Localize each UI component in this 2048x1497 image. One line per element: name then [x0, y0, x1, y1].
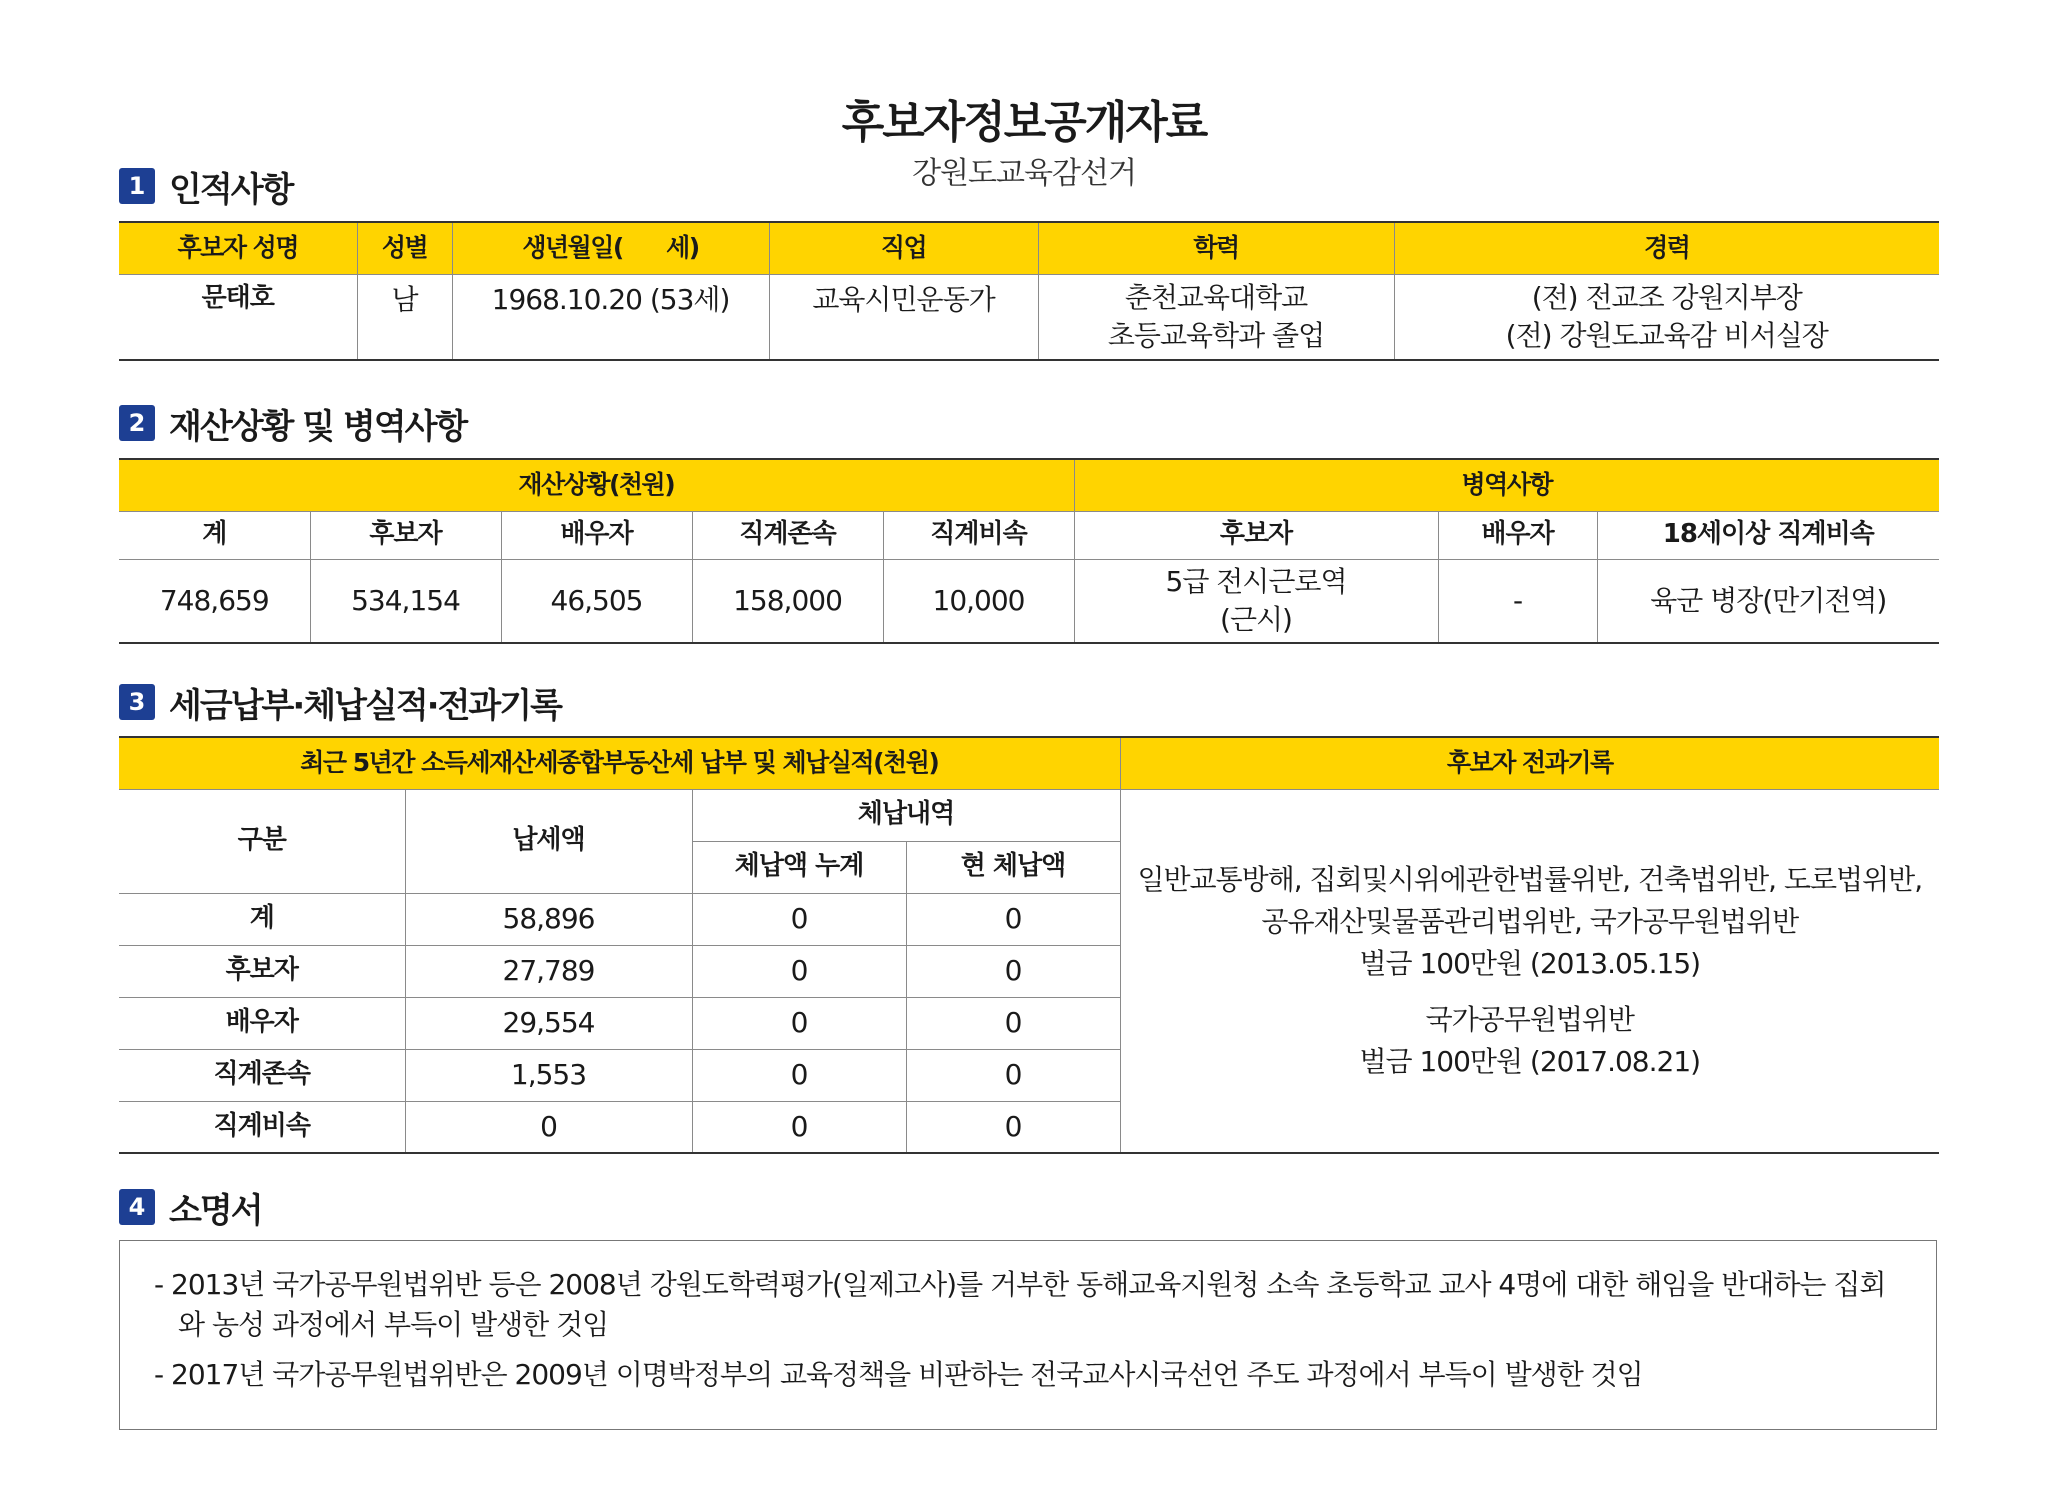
row-arrears-current: 0	[906, 945, 1120, 997]
header-career: 경력	[1394, 222, 1939, 274]
header-name: 후보자 성명	[119, 222, 357, 274]
subheader-spouse: 배우자	[501, 511, 692, 559]
row-arrears-current: 0	[906, 1049, 1120, 1101]
subheader-military-spouse: 배우자	[1438, 511, 1597, 559]
section-1-heading	[119, 166, 293, 210]
row-label: 계	[119, 893, 405, 945]
statement-item: - 2017년 국가공무원법위반은 2009년 이명박정부의 교육정책을 비판하는 전국교사시국선언 주도 과정에서 부득이 발생한 것임	[154, 1358, 1643, 1391]
section-title: 재산상황 및 병역사항	[169, 406, 467, 447]
crime-line: 국가공무원법위반	[1425, 1002, 1634, 1036]
education-line: 춘천교육대학교	[1124, 280, 1308, 314]
crime-line: 벌금 100만원 (2017.08.21)	[1359, 1044, 1701, 1078]
candidate-name: 문태호	[119, 274, 357, 360]
property-descendant-value: 10,000	[883, 559, 1074, 643]
military-line: 5급 전시근로역	[1165, 564, 1347, 598]
candidate-gender: 남	[357, 274, 452, 360]
header-birth: 생년월일( 세)	[452, 222, 769, 274]
statement-box	[119, 1240, 1937, 1430]
military-candidate-value	[1074, 559, 1438, 643]
document-title: 후보자정보공개자료	[841, 97, 1207, 148]
section-title: 세금납부·체납실적·전과기록	[169, 685, 561, 726]
career-line: (전) 강원도교육감 비서실장	[1505, 318, 1828, 352]
subheader-military-children: 18세이상 직계비속	[1597, 511, 1939, 559]
subheader-candidate: 후보자	[310, 511, 501, 559]
col-paid: 납세액	[405, 789, 692, 893]
col-arrears-total: 체납액 누계	[692, 841, 906, 893]
candidate-birth: 1968.10.20 (53세)	[452, 274, 769, 360]
candidate-career	[1394, 274, 1939, 360]
property-spouse-value: 46,505	[501, 559, 692, 643]
property-military-table	[119, 458, 1939, 644]
col-arrears-current: 현 체납액	[906, 841, 1120, 893]
military-line: (근시)	[1220, 602, 1292, 636]
col-category: 구분	[119, 789, 405, 893]
row-paid: 29,554	[405, 997, 692, 1049]
section-2-heading	[119, 403, 467, 447]
subheader-military-candidate: 후보자	[1074, 511, 1438, 559]
property-ascendant-value: 158,000	[692, 559, 883, 643]
row-paid: 0	[405, 1101, 692, 1153]
section-title: 소명서	[169, 1190, 262, 1231]
crime-spacer	[1121, 985, 1940, 999]
row-arrears-current: 0	[906, 997, 1120, 1049]
section-number-badge: 1	[119, 168, 155, 204]
crime-header: 후보자 전과기록	[1120, 737, 1939, 789]
section-number-badge: 3	[119, 684, 155, 720]
subheader-ascendant: 직계존속	[692, 511, 883, 559]
subheader-total: 계	[119, 511, 310, 559]
candidate-education	[1038, 274, 1394, 360]
tax-header: 최근 5년간 소득세재산세종합부동산세 납부 및 체납실적(천원)	[119, 737, 1120, 789]
section-4-heading	[119, 1187, 262, 1231]
property-candidate-value: 534,154	[310, 559, 501, 643]
military-header: 병역사항	[1074, 459, 1939, 511]
tax-crime-table	[119, 736, 1939, 1154]
military-spouse-value: -	[1438, 559, 1597, 643]
header-education: 학력	[1038, 222, 1394, 274]
row-paid: 58,896	[405, 893, 692, 945]
career-line: (전) 전교조 강원지부장	[1531, 280, 1802, 314]
row-paid: 27,789	[405, 945, 692, 997]
property-total-value: 748,659	[119, 559, 310, 643]
row-arrears-total: 0	[692, 997, 906, 1049]
row-label: 직계비속	[119, 1101, 405, 1153]
row-arrears-total: 0	[692, 945, 906, 997]
section-3-heading	[119, 682, 561, 726]
row-arrears-total: 0	[692, 1101, 906, 1153]
crime-line: 일반교통방해, 집회및시위에관한법률위반, 건축법위반, 도로법위반,	[1137, 862, 1923, 896]
section-number-badge: 2	[119, 405, 155, 441]
crime-line: 벌금 100만원 (2013.05.15)	[1359, 946, 1701, 980]
statement-item: - 2013년 국가공무원법위반 등은 2008년 강원도학력평가(일제고사)를 거부한 동해교육지원청 소속 초등학교 교사 4명에 대한 해임을 반대하는 집회와 농성 과정에서 부득이 발생한 것임	[154, 1268, 1886, 1341]
row-arrears-total: 0	[692, 893, 906, 945]
property-header: 재산상황(천원)	[119, 459, 1074, 511]
candidate-job: 교육시민운동가	[769, 274, 1038, 360]
row-paid: 1,553	[405, 1049, 692, 1101]
row-label: 직계존속	[119, 1049, 405, 1101]
row-label: 배우자	[119, 997, 405, 1049]
section-number-badge: 4	[119, 1189, 155, 1225]
document-subtitle: 강원도교육감선거	[912, 156, 1136, 191]
col-arrears: 체납내역	[692, 789, 1120, 841]
header-gender: 성별	[357, 222, 452, 274]
row-arrears-current: 0	[906, 893, 1120, 945]
row-label: 후보자	[119, 945, 405, 997]
military-children-value: 육군 병장(만기전역)	[1597, 559, 1939, 643]
crime-records	[1120, 789, 1939, 1153]
education-line: 초등교육학과 졸업	[1107, 318, 1325, 352]
section-title: 인적사항	[169, 169, 293, 210]
personal-info-table	[119, 221, 1939, 361]
row-arrears-total: 0	[692, 1049, 906, 1101]
row-arrears-current: 0	[906, 1101, 1120, 1153]
subheader-descendant: 직계비속	[883, 511, 1074, 559]
header-job: 직업	[769, 222, 1038, 274]
crime-line: 공유재산및물품관리법위반, 국가공무원법위반	[1261, 904, 1799, 938]
